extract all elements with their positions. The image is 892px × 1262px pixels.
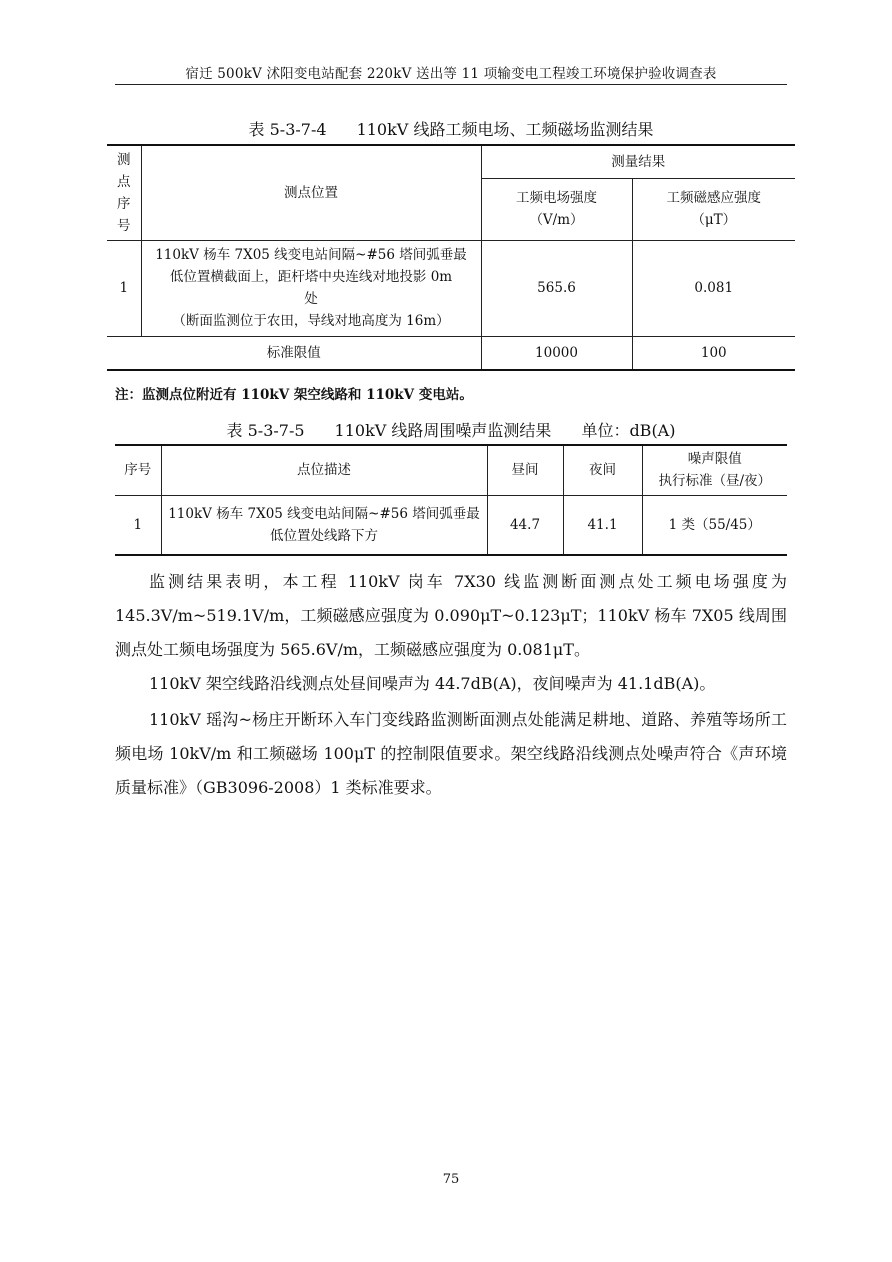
- table1-caption: [115, 117, 787, 140]
- location-line: 处: [304, 291, 318, 307]
- col-header-desc: 点位描述: [161, 445, 487, 495]
- row-desc: [161, 495, 487, 555]
- desc-line: 110kV 杨车 7X05 线变电站间隔~#56 塔间弧垂最: [168, 505, 480, 522]
- row-efield: 565.6: [481, 240, 632, 336]
- limit-header-line: 执行标准（昼/夜）: [658, 473, 772, 490]
- col-header-index: 序号: [115, 445, 161, 495]
- table1-caption-title: 110kV 线路工频电场、工频磁场监测结果: [356, 120, 654, 139]
- efield-unit: （V/m）: [529, 212, 584, 228]
- table2-caption-unit: 单位：dB(A): [581, 421, 676, 440]
- location-line: 低位置横截面上，距杆塔中央连线对地投影 0m: [169, 269, 453, 285]
- location-line: （断面监测位于农田，导线对地高度为 16m）: [172, 313, 450, 329]
- header-rule: [115, 84, 787, 85]
- col-header-bfield: [632, 178, 795, 240]
- limit-label: 标准限值: [107, 336, 481, 370]
- col-header-efield: [481, 178, 632, 240]
- noise-table: [115, 444, 787, 556]
- col-header-location: 测点位置: [141, 145, 481, 240]
- row-index: 1: [107, 240, 141, 336]
- row-bfield: 0.081: [632, 240, 795, 336]
- desc-line: 低位置处线路下方: [270, 527, 378, 544]
- col-header-index: [107, 145, 141, 240]
- location-line: 110kV 杨车 7X05 线变电站间隔~#56 塔间弧垂最: [155, 247, 467, 263]
- bfield-unit: （μT）: [691, 212, 737, 228]
- efield-label: 工频电场强度: [516, 190, 597, 206]
- limit-bfield: 100: [632, 336, 795, 370]
- row-index: 1: [115, 495, 161, 555]
- page-number: 75: [442, 1172, 460, 1187]
- limit-row: [107, 336, 795, 370]
- row-limit: 1 类（55/45）: [642, 495, 787, 555]
- row-location: [141, 240, 481, 336]
- table2-caption: [115, 418, 787, 441]
- table-row: [107, 240, 795, 336]
- col-header-limit: [642, 445, 787, 495]
- table2-caption-title: 110kV 线路周围噪声监测结果: [334, 421, 552, 440]
- col-header-night: 夜间: [563, 445, 642, 495]
- paragraph: 110kV 架空线路沿线测点处昼间噪声为 44.7dB(A)，夜间噪声为 41.1dB(A)。: [149, 674, 716, 693]
- table1-caption-id: 表 5-3-7-4: [248, 120, 327, 139]
- col-header-index-char: 号: [117, 217, 131, 234]
- table-row: [115, 495, 787, 555]
- row-night: 41.1: [563, 495, 642, 555]
- col-header-index-char: 点: [117, 173, 131, 190]
- col-header-day: 昼间: [487, 445, 563, 495]
- table2-caption-id: 表 5-3-7-5: [226, 421, 305, 440]
- table-note: 注：监测点位附近有 110kV 架空线路和 110kV 变电站。: [115, 387, 473, 403]
- limit-header-line: 噪声限值: [687, 451, 742, 468]
- paragraph: 110kV 瑶沟~杨庄开断环入车门变线路监测断面测点处能满足耕地、道路、养殖等场所工频电场 10kV/m 和工频磁场 100μT 的控制限值要求。架空线路沿线测点处噪声符合《声环境质量标准》（GB3096-2008）1 类标准要求。: [115, 710, 787, 797]
- bfield-label: 工频磁感应强度: [666, 190, 761, 206]
- col-header-index-char: 测: [117, 151, 131, 168]
- col-header-index-char: 序: [117, 195, 131, 212]
- paragraph: 监测结果表明，本工程 110kV 岗车 7X30 线监测断面测点处工频电场强度为 145.3V/m~519.1V/m，工频磁感应强度为 0.090μT~0.123μT；110kV 杨车 7X05 线周围测点处工频电场强度为 565.6V/m，工频磁感应强度为 0.081μT。: [115, 572, 787, 659]
- limit-efield: 10000: [481, 336, 632, 370]
- page-header: 宿迁 500kV 沭阳变电站配套 220kV 送出等 11 项输变电工程竣工环境保护验收调查表: [185, 66, 717, 82]
- row-day: 44.7: [487, 495, 563, 555]
- efield-bfield-table: [107, 144, 795, 371]
- col-header-results: 测量结果: [481, 145, 795, 178]
